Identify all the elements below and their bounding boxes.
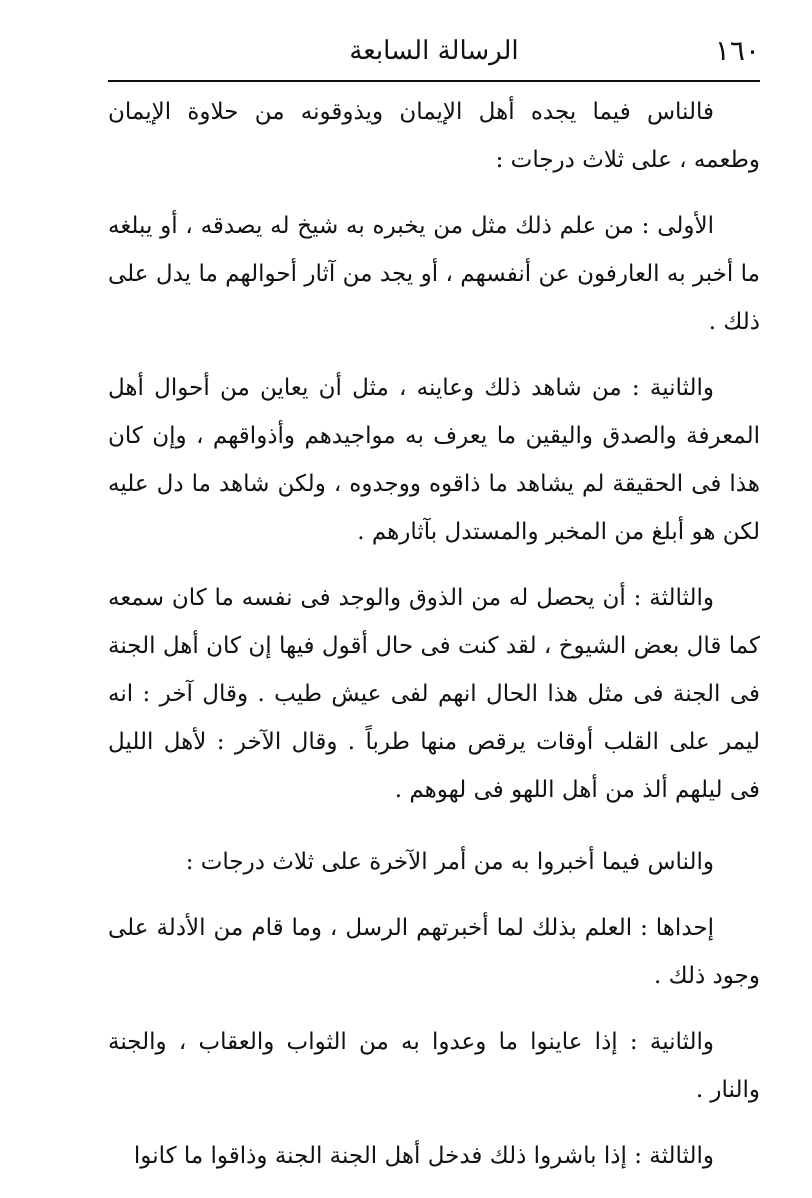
page-number: ١٦٠	[714, 34, 760, 67]
paragraph-first-degree: الأولى : من علم ذلك مثل من يخبره به شيخ له يصدقه ، أو يبلغه ما أخبر به العارفون عن أنفسهم ، أو يجد من آثار أحوالهم ما يدل على ذلك .	[108, 213, 760, 335]
paragraph-second-degree: والثانية : من شاهد ذلك وعاينه ، مثل أن يعاين من أحوال أهل المعرفة والصدق واليقين ما يعرف به مواجيدهم وأذواقهم ، وإن كان هذا فى الحقيقة لم يشاهد ما ذاقوه ووجدوه ، ولكن شاهد ما دل عليه لكن هو أبلغ من المخبر والمستدل بآثارهم .	[108, 375, 760, 545]
paragraph-hereafter-intro: والناس فيما أخبروا به من أمر الآخرة على ثلاث درجات :	[185, 849, 714, 875]
page-header	[108, 28, 760, 74]
running-title: الرسالة السابعة	[349, 36, 519, 66]
paragraph-third-degree: والثالثة : أن يحصل له من الذوق والوجد فى نفسه ما كان سمعه كما قال بعض الشيوخ ، لقد كنت فى حال أقول فيها إن كان أهل الجنة فى الجنة فى مثل هذا الحال انهم لفى عيش طيب . وقال آخر : انه ليمر على القلب أوقات يرقص منها طرباً . وقال الآخر : لأهل الليل فى ليلهم ألذ من أهل اللهو فى لهوهم .	[108, 585, 760, 803]
header-rule	[108, 80, 760, 82]
paragraph-hereafter-third: والثالثة : إذا باشروا ذلك فدخل أهل الجنة الجنة وذاقوا ما كانوا	[133, 1143, 714, 1169]
paragraph-hereafter-second: والثانية : إذا عاينوا ما وعدوا به من الثواب والعقاب ، والجنة والنار .	[108, 1029, 760, 1103]
paragraph-intro: فالناس فيما يجده أهل الإيمان ويذوقونه من حلاوة الإيمان وطعمه ، على ثلاث درجات :	[108, 99, 760, 173]
paragraph-hereafter-first: إحداها : العلم بذلك لما أخبرتهم الرسل ، وما قام من الأدلة على وجود ذلك .	[108, 915, 760, 989]
page-body	[108, 88, 760, 1198]
